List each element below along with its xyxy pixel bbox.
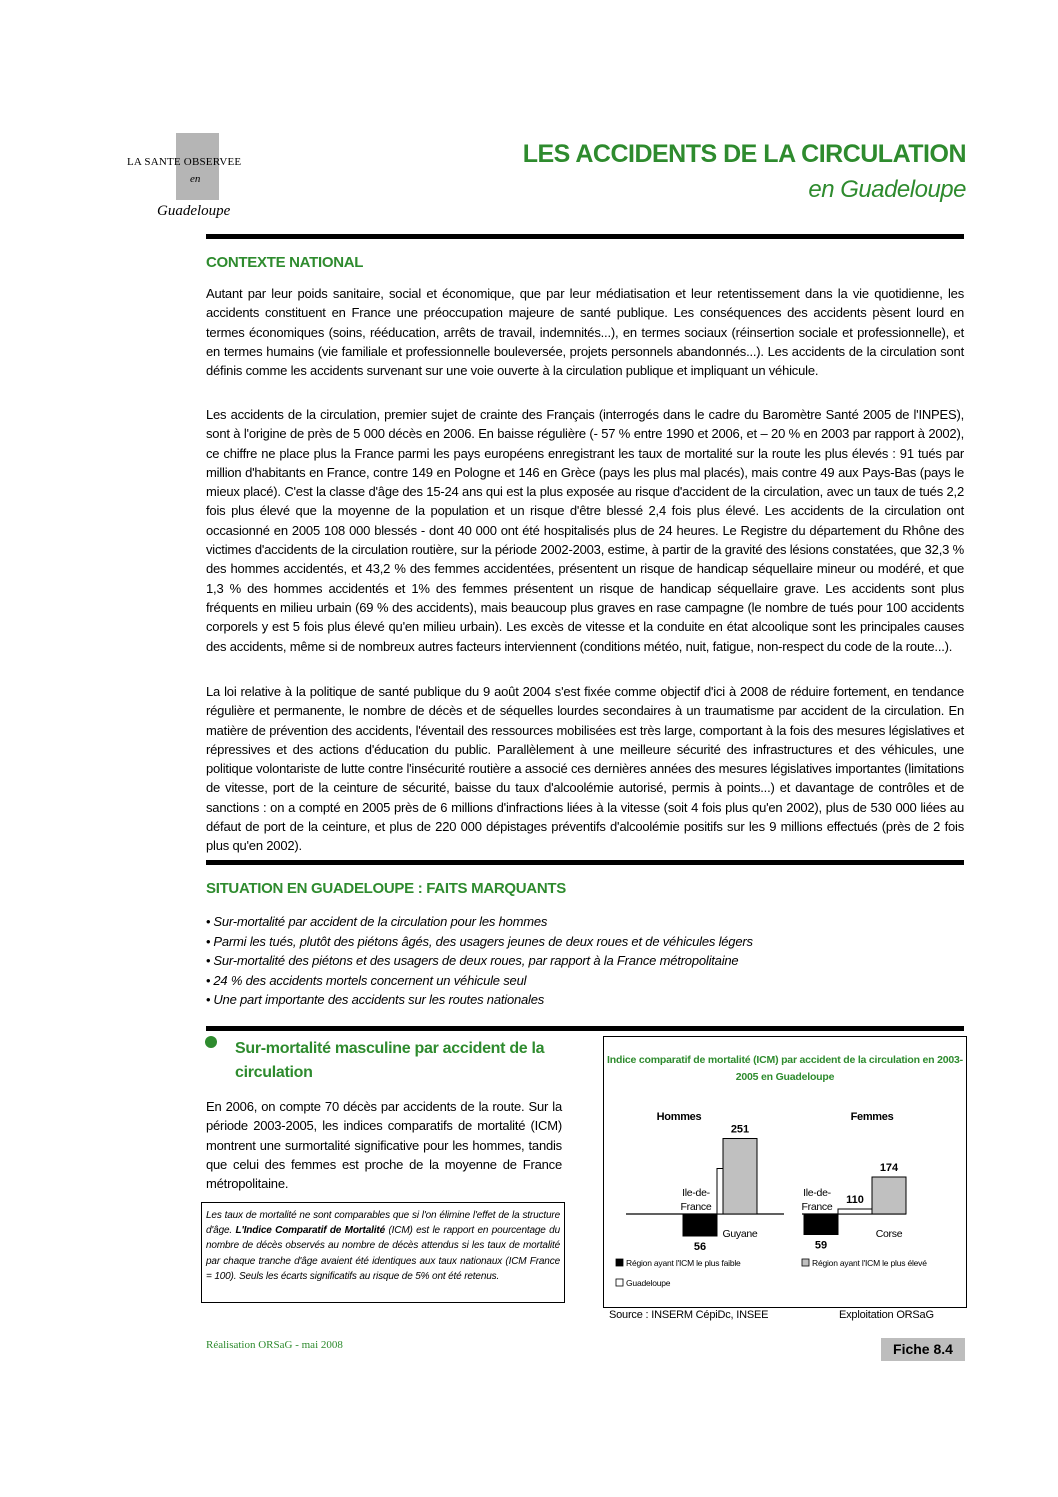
bar-0-2 (723, 1139, 757, 1215)
region-label-1-0-a: Ile-de- (803, 1187, 831, 1199)
region-label-0-0-b: France (680, 1201, 712, 1213)
list-item: • 24 % des accidents mortels concernent un véhicule seul (206, 971, 966, 991)
bar-1-2 (872, 1177, 906, 1214)
guadeloupe-heading: SITUATION EN GUADELOUPE : FAITS MARQUANTS (206, 880, 566, 897)
logo-text-line2: en (190, 173, 201, 185)
logo-text-line1: LA SANTE OBSERVEE (127, 156, 242, 168)
chart-exploitation: Exploitation ORSaG (839, 1309, 934, 1321)
chart-title: Indice comparatif de mortalité (ICM) par accident de la circulation en 2003-2005 en Guadeloupe (607, 1054, 963, 1083)
chart-source: Source : INSERM CépiDc, INSEE (609, 1309, 769, 1321)
region-label-0-2: Guyane (722, 1228, 758, 1240)
data-label-1-1: 110 (846, 1194, 864, 1206)
surmortalite-paragraph: En 2006, on compte 70 décès par accidents de la route. Sur la période 2003-2005, les indices comparatifs de mortalité (ICM) montrent une surmortalité significative pour les hommes, tandis que celui des femmes est proche de la moyenne de France métropolitaine. (206, 1099, 562, 1192)
note-text-2: (ICM) est le rapport en pourcentage du nombre de décès observés au nombre de décès attendus si les taux de mortalité par chaque tranche d'âge avaient été identiques aux taux nationaux (ICM France = 100). Seuls les écarts significatifs au risque de 5% ont été retenus. (206, 1225, 560, 1282)
data-label-1-0: 59 (814, 1239, 828, 1252)
header-rule (206, 234, 964, 239)
legend-swatch-0 (616, 1259, 623, 1266)
bar-1-0 (804, 1214, 838, 1235)
legend-label-0: Région ayant l'ICM le plus faible (626, 1258, 741, 1268)
list-item: • Parmi les tués, plutôt des piétons âgés, des usagers jeunes de deux roues et de véhicules légers (206, 932, 966, 952)
surmortalite-heading: Sur-mortalité masculine par accident de la circulation (235, 1040, 545, 1081)
legend-swatch-2 (802, 1259, 809, 1266)
bar-0-0 (683, 1214, 717, 1236)
national-paragraph-2: Les accidents de la circulation, premier sujet de crainte des Français (interrogés dans le cadre du Baromètre Santé 2005 de l'INPES), sont à l'origine de près de 5 000 décès en 2006. En baisse régulière (- 57 % entre 1990 et 2006, et – 20 % en 2003 par rapport à 2002), ce chiffre ne place plus la France parmi les pays européens enregistrant les taux de mortalité sur la route les plus élevés : 91 tués par million d'habitants en France, contre 149 en Pologne et 146 en Grèce (pays les plus mal placés), mais contre 49 aux Pays-Bas (pays le mieux placé). C'est la classe d'âge des 15-24 ans qui est la plus exposée au risque d'accident de la circulation, avec un taux de tués 2,2 fois plus élevé que la moyenne de la population et un risque d'être blessé 2,4 fois plus élevé. Les accidents de la circulation ont occasionné en 2005 108 000 blessés - dont 40 000 ont été hospitalisés plus de 24 heures. Le Registre du département du Rhône des victimes d'accidents de la circulation routière, sur la période 2002-2003, estime, à partir de la gravité des lésions constatées, que 32,3 % des hommes accidentés, et 43,2 % des femmes accidentées, présentent un risque de handicap séquellaire mineur ou modéré, et que 1,3 % des hommes accidentés et 1% des femmes présentent un risque de handicap séquellaire grave. Les accidents sont plus fréquents en milieu urbain (69 % des accidents), mais beaucoup plus graves en rase campagne (le nombre de tués pour 100 accidents corporels y est 5 fois plus élevé qu'en milieu urbain). Les excès de vitesse et la conduite en état alcoolique sont les principales causes des accidents, même si de nombreux autres facteurs interviennent (conditions météo, nuit, fatigue, non-respect du code de la route...). (206, 407, 964, 654)
note-bold-term: L'Indice Comparatif de Mortalité (235, 1225, 385, 1237)
legend-label-2: Région ayant l'ICM le plus élevé (812, 1258, 927, 1268)
legend-label-1: Guadeloupe (626, 1278, 671, 1288)
section-rule-2 (206, 1026, 964, 1031)
icm-bar-chart (604, 1090, 966, 1306)
list-item: • Une part importante des accidents sur les routes nationales (206, 990, 966, 1010)
region-label-1-0-b: France (801, 1201, 833, 1213)
bar-1-1 (838, 1209, 872, 1214)
footer-credit: Réalisation ORSaG - mai 2008 (206, 1339, 343, 1351)
national-heading: CONTEXTE NATIONAL (206, 254, 364, 271)
legend-swatch-1 (616, 1279, 623, 1286)
logo-text-line3: Guadeloupe (157, 203, 231, 219)
national-paragraph-3: La loi relative à la politique de santé publique du 9 août 2004 s'est fixée comme objectif d'ici à 2008 de réduire fortement, en tendance régulière et permanente, le nombre de décès et de séquelles lourdes secondaires à un traumatisme par accident de la circulation. En matière de prévention des accidents, l'éventail des ressources mobilisées est très large, comportant à la fois des mesures législatives et répressives et des actions d'éducation du public. Parallèlement à une meilleure sécurité des infrastructures et des véhicules, une politique volontariste de lutte contre l'insécurité routière a associé ces dernières années des mesures législatives importantes (limitations de vitesse, port de la ceinture de sécurité, baisse du taux d'alcoolémie autorisé, permis à points...) et davantage de contrôles et de sanctions : on a compté en 2005 près de 6 millions d'infractions liées à la vitesse (soit 4 fois plus qu'en 2002), plus de 530 000 liées au défaut de port de la ceinture, et plus de 220 000 dépistages préventifs d'alcoolémie positifs sur les 9 millions effectués (près de 2 fois plus qu'en 2002). (206, 684, 964, 854)
group-label-1: Femmes (850, 1111, 894, 1123)
region-label-0-0-a: Ile-de- (682, 1187, 710, 1199)
fiche-badge: Fiche 8.4 (881, 1338, 965, 1361)
data-label-1-2: 174 (879, 1162, 899, 1174)
section-rule (206, 860, 964, 865)
data-label-0-0: 56 (693, 1241, 707, 1253)
note-text-1: Les taux de mortalité ne sont comparables que si l'on élimine l'effet de la structure d'âge. (206, 1210, 560, 1237)
group-label-0: Hommes (656, 1111, 702, 1123)
highlights-list (206, 912, 966, 1010)
list-item: • Sur-mortalité des piétons et des usagers de deux roues, par rapport à la France métropolitaine (206, 951, 966, 971)
national-paragraph-1: Autant par leur poids sanitaire, social et économique, que par leur médiatisation et leur retentissement dans la vie quotidienne, les accidents constituent en France une préoccupation majeure de santé publique. Les conséquences des accidents pèsent lourd en termes économiques (soins, rééducation, arrêts de travail, indemnités...), en termes sociaux (réinsertion sociale et professionnelle), et en termes humains (vie familiale et professionnelle bouleversée, projets personnels abandonnés...). Les accidents de la circulation sont définis comme les accidents survenant sur une voie ouverte à la circulation publique et impliquant un véhicule. (206, 286, 964, 379)
methodology-note (201, 1202, 565, 1303)
region-label-1-2: Corse (875, 1228, 903, 1240)
data-label-0-2: 251 (730, 1123, 750, 1136)
page-title: LES ACCIDENTS DE LA CIRCULATION (522, 140, 966, 168)
page-subtitle: en Guadeloupe (808, 176, 966, 203)
bullet-dot-icon (205, 1036, 217, 1048)
list-item: • Sur-mortalité par accident de la circulation pour les hommes (206, 912, 966, 932)
